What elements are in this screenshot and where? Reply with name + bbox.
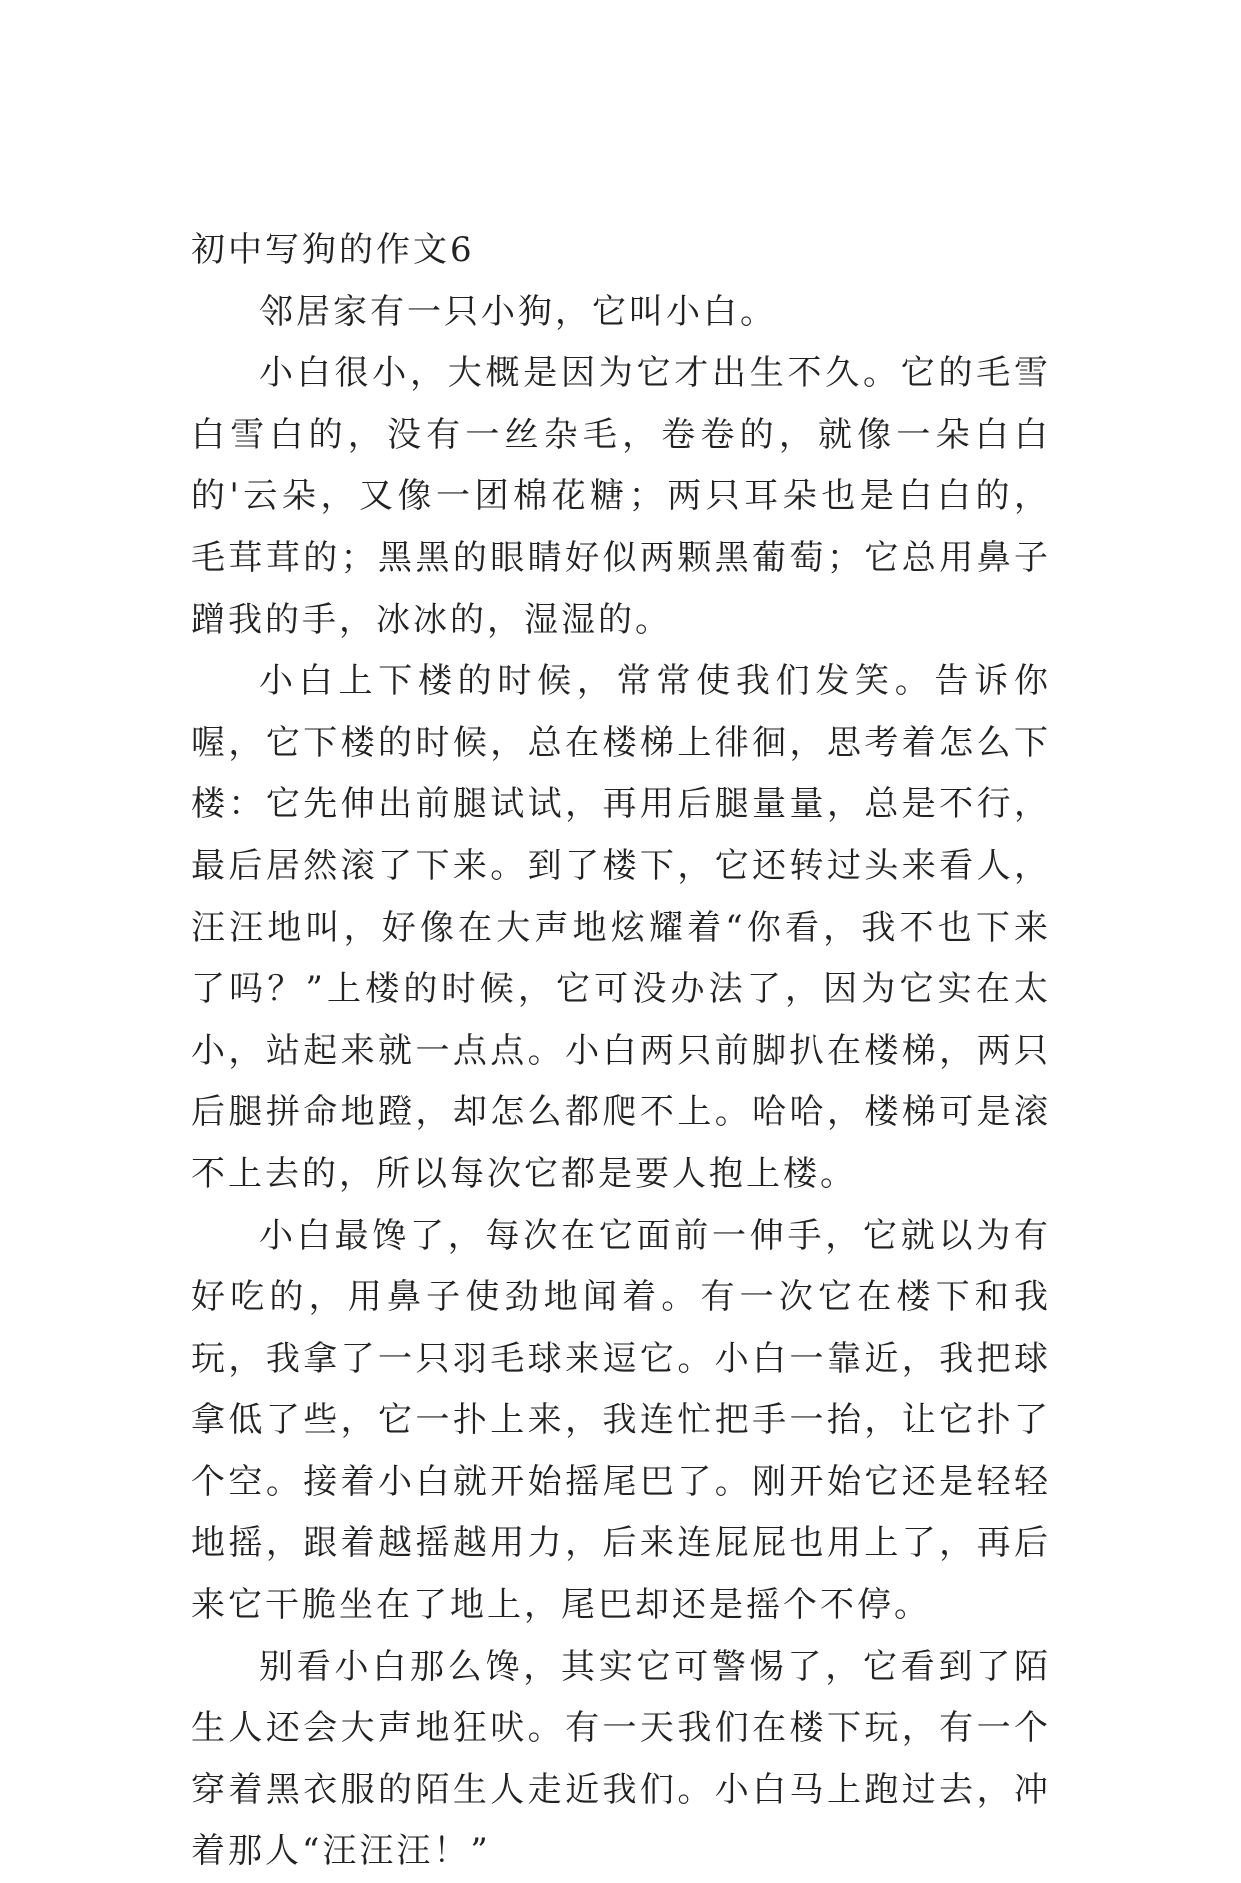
paragraph-3: 小白上下楼的时候，常常使我们发笑。告诉你喔，它下楼的时候，总在楼梯上徘徊，思考着怎么下楼：它先伸出前腿试试，再用后腿量量，总是不行，最后居然滚了下来。到了楼下，它还转过头来看人，汪汪地叫，好像在大声地炫耀着“你看，我不也下来了吗？”上楼的时候，它可没办法了，因为它实在太小，站起来就一点点。小白两只前脚扒在楼梯，两只后腿拼命地蹬，却怎么都爬不上。哈哈，楼梯可是滚不上去的，所以每次它都是要人抱上楼。 <box>191 661 1051 1194</box>
paragraph-5: 别看小白那么馋，其实它可警惕了，它看到了陌生人还会大声地狂吠。有一天我们在楼下玩，有一个穿着黑衣服的陌生人走近我们。小白马上跑过去，冲着那人“汪汪汪！” <box>191 1646 1051 1872</box>
paragraph-1: 邻居家有一只小狗，它叫小白。 <box>259 291 777 332</box>
paragraph-4: 小白最馋了，每次在它面前一伸手，它就以为有好吃的，用鼻子使劲地闻着。有一次它在楼下和我玩，我拿了一只羽毛球来逗它。小白一靠近，我把球拿低了些，它一扑上来，我连忙把手一抬，让它扑了个空。接着小白就开始摇尾巴了。刚开始它还是轻轻地摇，跟着越摇越用力，后来连屁屁也用上了，再后来它干脆坐在了地上，尾巴却还是摇个不停。 <box>191 1215 1051 1626</box>
essay-title: 初中写狗的作文6 <box>191 230 475 270</box>
essay-body <box>191 220 1051 1883</box>
paragraph-2: 小白很小，大概是因为它才出生不久。它的毛雪白雪白的，没有一丝杂毛，卷卷的，就像一朵白白的'云朵，又像一团棉花糖；两只耳朵也是白白的，毛茸茸的；黑黑的眼睛好似两颗黑葡萄；它总用鼻子蹭我的手，冰冰的，湿湿的。 <box>191 353 1051 640</box>
